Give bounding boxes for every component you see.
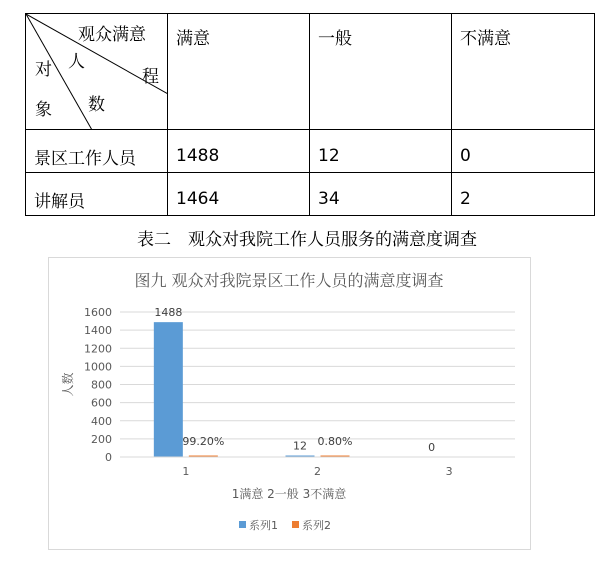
diagonal-label-left-a: 对	[35, 60, 52, 80]
cell-value: 1464	[168, 173, 310, 216]
data-label-series1: 0	[428, 441, 436, 454]
data-label-series2: 0.80%	[317, 435, 353, 448]
cell-value: 34	[310, 173, 452, 216]
x-tick-label: 2	[314, 465, 321, 478]
table-row	[26, 173, 595, 216]
cell-value: 2	[452, 173, 595, 216]
diagonal-label-top: 观众满意	[78, 25, 146, 45]
y-tick-label: 400	[91, 414, 112, 428]
column-header-satisfied: 满意	[168, 14, 310, 130]
diagonal-label-middle-b: 程	[142, 67, 159, 87]
legend-swatch-series1	[239, 521, 246, 528]
column-header-unsatisfied: 不满意	[452, 14, 595, 130]
x-tick-label: 3	[445, 465, 453, 478]
y-tick-label: 600	[91, 396, 112, 410]
bar-series1	[154, 322, 183, 457]
data-label-series2: 99.20%	[182, 435, 225, 448]
diagonal-label-left-b: 象	[35, 100, 52, 120]
table-caption: 表二 观众对我院工作人员服务的满意度调查	[137, 230, 477, 250]
y-tick-label: 200	[91, 432, 112, 446]
table-row	[26, 130, 595, 173]
diagonal-header-cell	[26, 14, 168, 130]
column-header-neutral: 一般	[310, 14, 452, 130]
legend-swatch-series2	[292, 521, 299, 528]
cell-value: 1488	[168, 130, 310, 173]
x-axis-label: 1满意 2一般 3不满意	[231, 487, 347, 501]
survey-table	[25, 13, 595, 216]
y-tick-label: 800	[91, 378, 112, 392]
data-label-series1: 1488	[154, 306, 183, 320]
row-label: 讲解员	[26, 173, 168, 216]
legend-label-series1: 系列1	[249, 519, 278, 532]
y-tick-label: 1200	[84, 342, 112, 356]
y-axis-label: 人数	[61, 372, 75, 397]
row-label: 景区工作人员	[26, 130, 168, 173]
chart-title: 图九 观众对我院景区工作人员的满意度调查	[134, 271, 444, 290]
cell-value: 0	[452, 130, 595, 173]
x-tick-label: 1	[182, 465, 190, 478]
y-tick-label: 1600	[84, 306, 112, 319]
bar-chart	[48, 257, 531, 550]
legend-label-series2: 系列2	[302, 519, 331, 532]
y-tick-label: 0	[105, 451, 112, 464]
table-header-row	[26, 14, 595, 130]
cell-value: 12	[310, 130, 452, 173]
y-tick-label: 1000	[84, 360, 112, 374]
chart-canvas	[49, 258, 530, 549]
y-tick-label: 1400	[84, 324, 112, 338]
diagonal-label-bottom: 数	[88, 95, 105, 115]
data-label-series1: 12	[293, 439, 307, 453]
diagonal-label-middle-a: 人	[68, 52, 85, 72]
